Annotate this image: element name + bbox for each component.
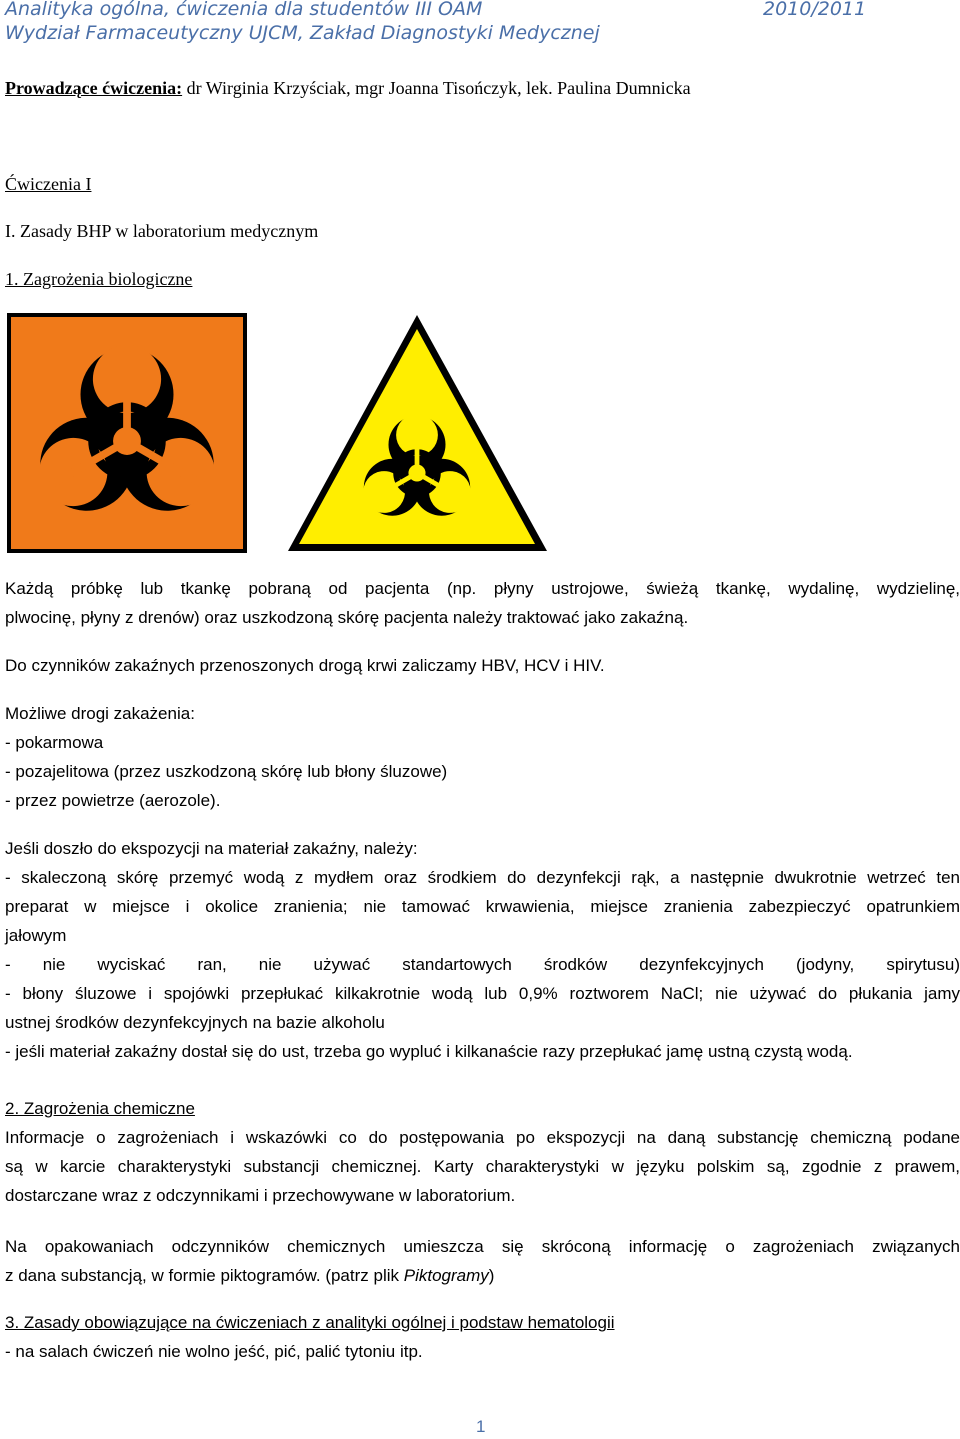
exposure-line: ustnej środków dezynfekcyjnych na bazie alkoholu [5,1013,385,1032]
rule-item: - na salach ćwiczeń nie wolno jeść, pić, palić tytoniu itp. [5,1342,423,1361]
instructors-names: dr Wirginia Krzyściak, mgr Joanna Tisończyk, lek. Paulina Dumnicka [182,78,691,98]
exposure-line: - nie wyciskać ran, nie używać standartowych środków dezynfekcyjnych (jodyny, spirytusu) [5,955,960,974]
routes-item: - pozajelitowa (przez uszkodzoną skórę lub błony śluzowe) [5,762,448,781]
pictograms-file-name: Piktogramy [403,1266,489,1285]
p1-line1: Każdą próbkę lub tkankę pobraną od pacjenta (np. płyny ustrojowe, świeżą tkankę, wydalinę, wydzielinę, [5,579,960,598]
header-course: Analityka ogólna, ćwiczenia dla studentów III OAM [5,0,483,20]
exposure-line: - jeśli materiał zakaźny dostał się do ust, trzeba go wypluć i kilkanaście razy przepłukać jamę ustną czystą wodą. [5,1042,853,1061]
biohazard-orange-square-icon [7,313,247,553]
exposure-line: jałowym [5,926,67,945]
subsection-rules: 3. Zasady obowiązujące na ćwiczeniach z analityki ogólnej i podstaw hematologii [5,1313,615,1332]
exposure-title: Jeśli doszło do ekspozycji na materiał zakaźny, należy: [5,839,418,858]
routes-item: - przez powietrze (aerozole). [5,791,221,810]
p2: Do czynników zakaźnych przenoszonych drogą krwi zaliczamy HBV, HCV i HIV. [5,656,605,675]
header-department: Wydział Farmaceutyczny UJCM, Zakład Diagnostyki Medycznej [5,22,600,44]
exercise-title: Ćwiczenia I [5,174,92,194]
chem-text: z dana substancją, w formie piktogramów. (patrz plik [5,1266,404,1285]
exposure-line: - skaleczoną skórę przemyć wodą z mydłem oraz środkiem do dezynfekcji rąk, a następnie dwukrotnie wetrzeć ten [5,868,960,887]
exposure-line: - błony śluzowe i spojówki przepłukać kilkakrotnie wodą lub 0,9% roztworem NaCl; nie używać do płukania jamy [5,984,960,1003]
chem-line: Informacje o zagrożeniach i wskazówki co do postępowania po ekspozycji na daną substancję chemiczną podane [5,1128,960,1147]
instructors-label: Prowadzące ćwiczenia: [5,78,183,98]
subsection-biological: 1. Zagrożenia biologiczne [5,269,193,289]
subsection-chemical: 2. Zagrożenia chemiczne [5,1099,195,1118]
chem-text: ) [488,1266,495,1285]
page-number: 1 [476,1417,486,1436]
exposure-line: preparat w miejsce i okolice zranienia; nie tamować krwawienia, miejsce zranienia zabezpieczyć opatrunkiem [5,897,960,916]
routes-item: - pokarmowa [5,733,104,752]
routes-title: Możliwe drogi zakażenia: [5,704,195,723]
header-year: 2010/2011 [763,0,867,20]
p1-line2: plwocinę, płyny z drenów) oraz uszkodzoną skórę pacjenta należy traktować jako zakaźną. [5,608,689,627]
chem-line: Na opakowaniach odczynników chemicznych umieszcza się skróconą informację o zagrożeniach związanych [5,1237,960,1256]
section-title: I. Zasady BHP w laboratorium medycznym [5,221,319,241]
biohazard-yellow-triangle-icon [285,313,550,555]
chem-line: są w karcie charakterystyki substancji chemicznej. Karty charakterystyki w języku polskim są, zgodnie z prawem, [5,1157,960,1176]
chem-line: dostarczane wraz z odczynnikami i przechowywane w laboratorium. [5,1186,516,1205]
chem-line [5,1261,494,1290]
instructors-line [5,78,691,99]
